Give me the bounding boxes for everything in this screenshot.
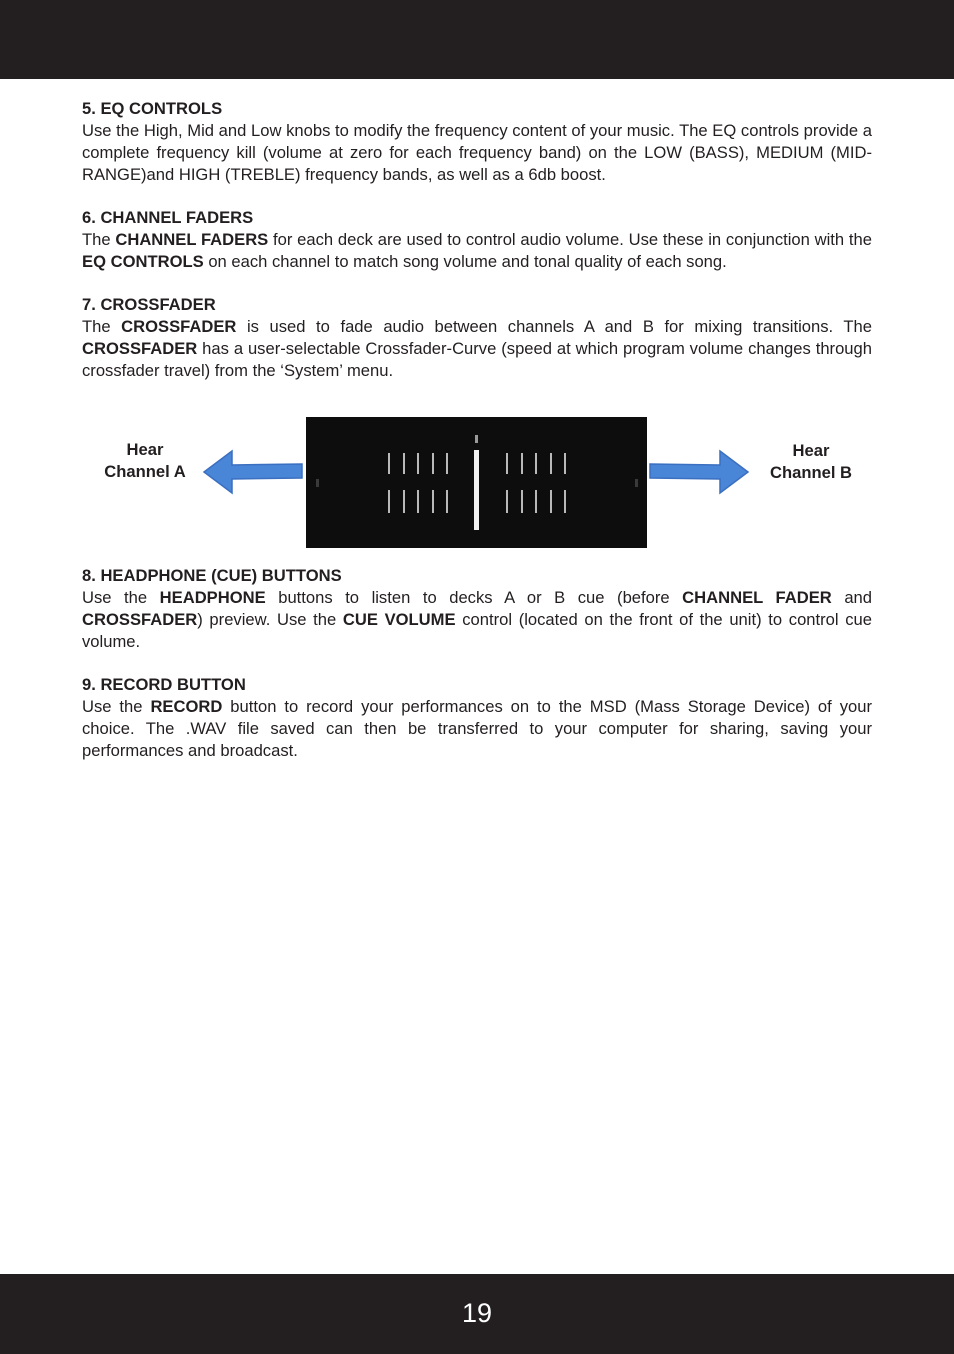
crossfader-graphic bbox=[306, 417, 647, 548]
hear-channel-a-label: Hear Channel A bbox=[104, 440, 186, 481]
section-text: Use the High, Mid and Low knobs to modify the frequency content of your music. The EQ controls provide a complete frequency kill (volume at zero for each frequency band) on the LOW (BASS), MEDIUM (MID-RANGE)and HIGH (TREBLE) frequency bands, as well as a 6db boost. bbox=[82, 121, 872, 184]
page-number: 19 bbox=[461, 1298, 493, 1328]
section-heading: 5. EQ CONTROLS bbox=[82, 99, 223, 118]
section-text: Use the HEADPHONE buttons to listen to decks A or B cue (before CHANNEL FADER and CROSSFADER) preview. Use the CUE VOLUME control (located on the front of the unit) to control cue volume. bbox=[82, 588, 873, 651]
page-content bbox=[82, 98, 872, 783]
section-text: Use the RECORD button to record your performances on to the MSD (Mass Storage Device) of your choice. The .WAV file saved can then be transferred to your computer for sharing, saving your performances and broadcast. bbox=[82, 697, 872, 760]
section-heading: 9. RECORD BUTTON bbox=[82, 675, 246, 694]
hear-channel-b-label: Hear Channel B bbox=[769, 441, 853, 482]
arrow-left-icon bbox=[202, 449, 304, 495]
section-text: The CROSSFADER is used to fade audio between channels A and B for mixing transitions. The CROSSFADER has a user-selectable Crossfader-Curve (speed at which program volume changes through crossfader travel) from the ‘System’ menu. bbox=[82, 317, 872, 380]
header-bar bbox=[0, 0, 954, 79]
section-headphone-buttons bbox=[82, 565, 872, 653]
crossfader-figure bbox=[82, 399, 872, 553]
section-heading: 8. HEADPHONE (CUE) BUTTONS bbox=[82, 566, 342, 585]
section-text: The CHANNEL FADERS for each deck are used to control audio volume. Use these in conjunction with the EQ CONTROLS on each channel to match song volume and tonal quality of each song. bbox=[82, 230, 872, 271]
section-crossfader bbox=[82, 294, 872, 382]
crossfader-image bbox=[306, 417, 647, 548]
section-heading: 7. CROSSFADER bbox=[82, 295, 216, 314]
section-eq-controls bbox=[82, 98, 872, 186]
section-record-button bbox=[82, 674, 872, 762]
section-channel-faders bbox=[82, 207, 872, 273]
section-heading: 6. CHANNEL FADERS bbox=[82, 208, 254, 227]
arrow-right-icon bbox=[648, 449, 750, 495]
